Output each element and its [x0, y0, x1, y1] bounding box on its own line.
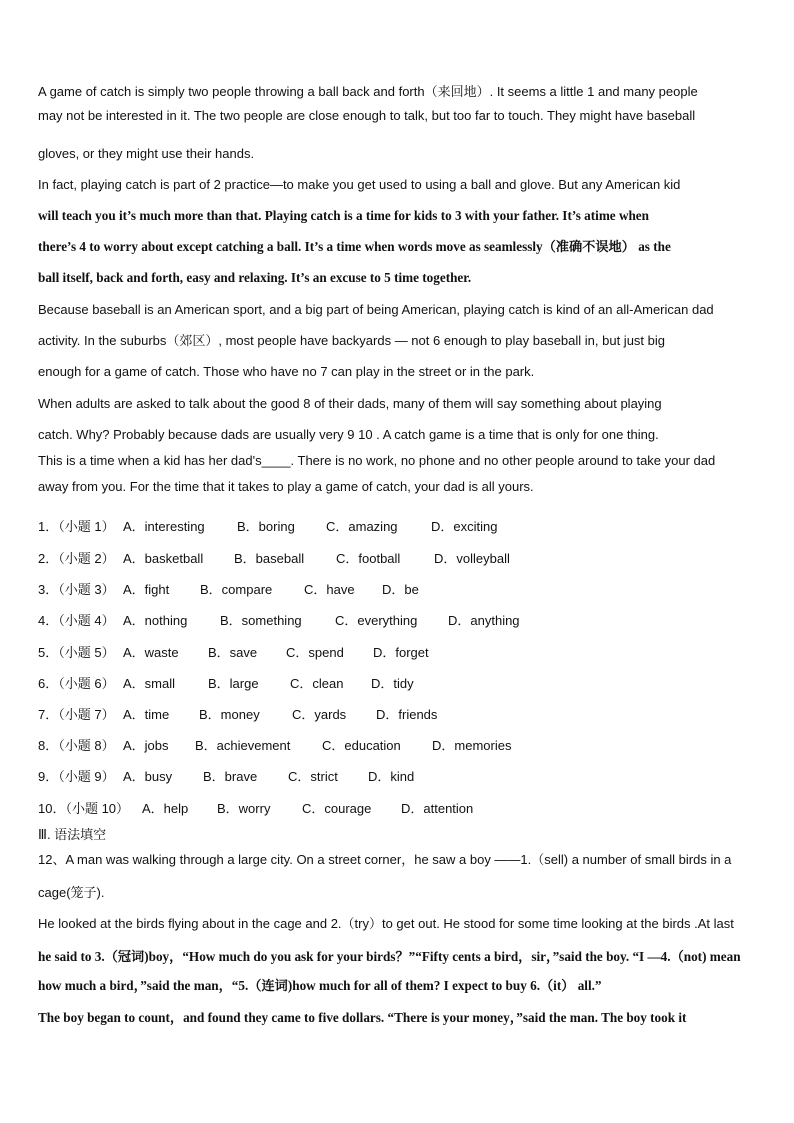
question-number: 9．（小题 9）	[38, 769, 115, 784]
grammar-line: He looked at the birds flying about in the cage and 2.（try）to get out. He stood for some time looking at the birds .At last	[38, 916, 734, 931]
passage-line: This is a time when a kid has her dad's____. There is no work, no phone and no other people around to take your dad	[38, 453, 716, 468]
question-number: 2．（小题 2）	[38, 551, 115, 566]
option-d: D．forget	[373, 645, 429, 660]
option-b: B．baseball	[234, 551, 305, 566]
option-d: D．tidy	[371, 676, 414, 691]
option-c: C．strict	[288, 769, 338, 784]
question-number: 10．（小题 10）	[38, 801, 130, 816]
question-number: 4．（小题 4）	[38, 613, 115, 628]
option-b: B．brave	[203, 769, 258, 784]
question-number: 6．（小题 6）	[38, 676, 115, 691]
question-number: 3．（小题 3）	[38, 582, 115, 597]
option-c: C．have	[304, 582, 355, 597]
option-c: C．everything	[335, 613, 418, 628]
passage-line: will teach you it’s much more than that. Playing catch is a time for kids to 3 with your father. It’s atime when	[38, 208, 649, 223]
option-d: D．memories	[432, 738, 512, 753]
passage-line: catch. Why? Probably because dads are usually very 9 10 . A catch game is a time that is only for one thing.	[38, 427, 659, 442]
option-d: D．be	[382, 582, 419, 597]
option-b: B．worry	[217, 801, 271, 816]
question-number: 1．（小题 1）	[38, 519, 115, 534]
grammar-line: 12、A man was walking through a large city. On a street corner，he saw a boy ——1.（sell) a number of small birds in a	[38, 852, 732, 867]
option-b: B．achievement	[195, 738, 291, 753]
question-number: 5．（小题 5）	[38, 645, 115, 660]
option-a: A．help	[142, 801, 189, 816]
passage-line: activity. In the suburbs（郊区）, most people have backyards — not 6 enough to play baseball in, but just big	[38, 333, 665, 348]
option-a: A．waste	[123, 645, 179, 660]
question-number: 7．（小题 7）	[38, 707, 115, 722]
option-c: C．courage	[302, 801, 372, 816]
grammar-line: how much a bird，”said the man，“5.（连词)how much for all of them? I expect to buy 6.（it） all.”	[38, 978, 602, 993]
option-c: C．football	[336, 551, 401, 566]
option-d: D．anything	[448, 613, 520, 628]
option-a: A．small	[123, 676, 176, 691]
section-title: Ⅲ. 语法填空	[38, 827, 107, 842]
option-d: D．volleyball	[434, 551, 510, 566]
option-b: B．boring	[237, 519, 295, 534]
option-b: B．money	[199, 707, 260, 722]
passage-line: When adults are asked to talk about the good 8 of their dads, many of them will say something about playing	[38, 396, 662, 411]
option-c: C．education	[322, 738, 401, 753]
grammar-line: The boy began to count，and found they came to five dollars. “There is your money，”said the man. The boy took it	[38, 1010, 687, 1025]
option-b: B．large	[208, 676, 259, 691]
option-c: C．yards	[292, 707, 347, 722]
option-d: D．exciting	[431, 519, 498, 534]
option-a: A．time	[123, 707, 170, 722]
passage-line: Because baseball is an American sport, and a big part of being American, playing catch is kind of an all-American dad	[38, 302, 714, 317]
option-d: D．friends	[376, 707, 438, 722]
grammar-line: cage(笼子).	[38, 885, 105, 900]
option-c: C．amazing	[326, 519, 398, 534]
passage-line: A game of catch is simply two people throwing a ball back and forth（来回地）. It seems a little 1 and many people	[38, 84, 698, 99]
passage-line: there’s 4 to worry about except catching a ball. It’s a time when words move as seamlessly（准确不误地） as the	[38, 239, 671, 254]
option-b: B．save	[208, 645, 258, 660]
grammar-line: he said to 3.（冠词)boy，“How much do you ask for your birds？”“Fifty cents a bird，sir，”said the boy. “I —4.（not) mean	[38, 949, 741, 964]
passage-line: ball itself, back and forth, easy and relaxing. It’s an excuse to 5 time together.	[38, 270, 472, 285]
option-c: C．clean	[290, 676, 344, 691]
passage-line: may not be interested in it. The two people are close enough to talk, but too far to touch. They might have baseball	[38, 108, 696, 123]
option-d: D．attention	[401, 801, 474, 816]
option-c: C．spend	[286, 645, 344, 660]
passage-line: gloves, or they might use their hands.	[38, 146, 255, 161]
passage-line: In fact, playing catch is part of 2 practice—to make you get used to using a ball and glove. But any American kid	[38, 177, 681, 192]
option-a: A．fight	[123, 582, 170, 597]
question-number: 8．（小题 8）	[38, 738, 115, 753]
option-d: D．kind	[368, 769, 415, 784]
option-a: A．basketball	[123, 551, 204, 566]
option-a: A．interesting	[123, 519, 205, 534]
passage-line: enough for a game of catch. Those who have no 7 can play in the street or in the park.	[38, 364, 535, 379]
passage-line: away from you. For the time that it takes to play a game of catch, your dad is all yours.	[38, 479, 534, 494]
option-a: A．jobs	[123, 738, 169, 753]
option-b: B．something	[220, 613, 302, 628]
option-a: A．busy	[123, 769, 173, 784]
option-b: B．compare	[200, 582, 273, 597]
option-a: A．nothing	[123, 613, 188, 628]
